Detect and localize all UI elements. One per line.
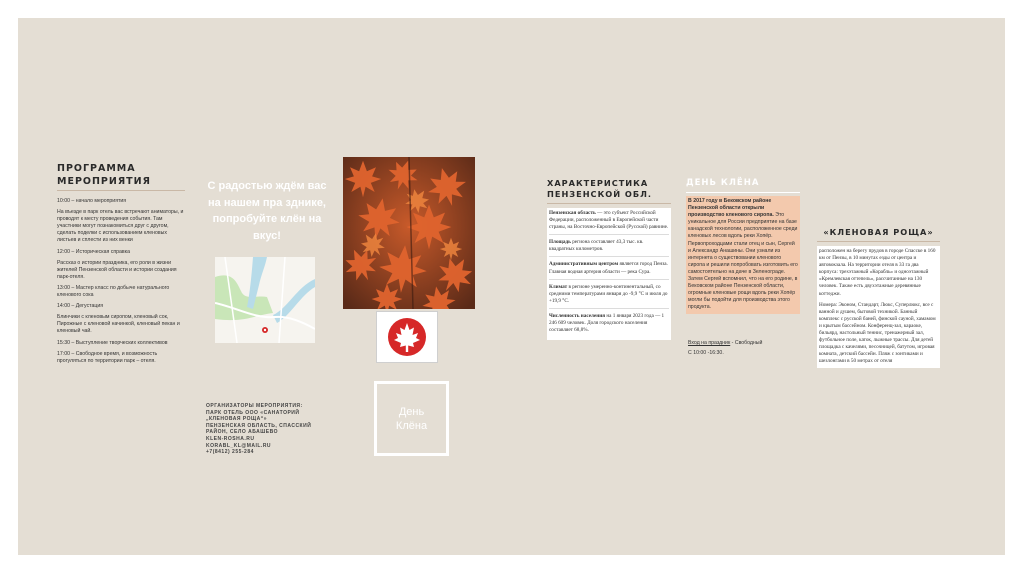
region-paragraph-term: Площадь	[549, 239, 571, 246]
maple-day-divider	[686, 192, 800, 193]
maple-day-title: ДЕНЬ КЛЁНА	[686, 178, 760, 188]
grove-title: «КЛЕНОВАЯ РОЩА»	[823, 227, 934, 237]
region-paragraph	[549, 239, 669, 257]
maple-logo	[376, 311, 438, 363]
program-title: ПРОГРАММА МЕРОПРИЯТИЯ	[57, 163, 151, 187]
region-paragraph-term: Численность населения	[549, 312, 606, 319]
invite-text: С радостью ждём вас на нашем пра здникe, попробуйте клён на вкус!	[207, 180, 327, 242]
organizers-address: ПЕНЗЕНСКАЯ ОБЛАСТЬ, СПАССКИЙ РАЙОН, СЕЛО АБАШЕВО	[206, 422, 312, 436]
region-paragraph	[549, 284, 669, 309]
region-paragraph-term: Пензенская область	[549, 210, 596, 216]
map-pin-icon	[262, 327, 268, 333]
program-item: На въезде в парк отель вас встречают аниматоры, и проводят к месту проведения события. Там участники могут познакомиться друг с другом, сделать поделки с использованием кленовых листьев и сплести из них венки	[57, 209, 184, 244]
region-divider	[547, 203, 671, 204]
program-item: Блинчики с кленовым сиропом, кленовый сок, Пирожные с кленовой начинкой, кленовый пекан и кленовый чай.	[57, 314, 180, 335]
entry-rest: - Свободный	[730, 340, 763, 346]
program-item: 17:00 – Свободное время, и возможность прогуляться по территории парк – отеля.	[57, 350, 158, 364]
maple-day-entry	[688, 340, 802, 357]
grove-divider	[817, 241, 940, 242]
program-item: 12:00 – Историческая справка	[57, 248, 130, 255]
region-paragraph-text: является город Пенза. Главная водная артерия области — река Сура.	[549, 261, 668, 275]
program-item: 10:00 – начало мероприятия	[57, 198, 127, 204]
region-paragraph	[549, 313, 669, 334]
grove-paragraph-1: расположен на берегу прудов в городе Спасске в 160 км от Пензы, в 10 минутах езды от центра и автовокзала. На территории отеля в 33 га два корпуса: трехэтажный «Корабль» и одноэтажный «Кремлевская оттепель», рассчитанные на 130 человек. Также есть двухэтажные деревянные коттеджи.	[819, 248, 936, 297]
organizers-block	[206, 403, 334, 456]
region-section	[547, 178, 671, 204]
badge-text: День Клёна	[395, 405, 428, 432]
program-divider	[57, 190, 185, 191]
region-text-box	[547, 208, 671, 340]
maple-day-badge	[374, 381, 449, 456]
region-separator	[549, 279, 669, 280]
maple-leaves-image	[343, 157, 475, 309]
organizers-website: KLEN-ROSHA.RU	[206, 435, 255, 442]
page-sheet	[18, 18, 1005, 555]
region-paragraph	[549, 210, 669, 235]
program-section	[57, 163, 185, 369]
map-graphic	[215, 257, 315, 343]
program-item: 14:00 – Дегустация	[57, 303, 104, 310]
region-paragraph-term: Климат	[549, 283, 568, 290]
region-paragraph-text: в регионе умеренно-континентальный, со средними температурами января до -9,9 °C и июля до +19,9 °C.	[549, 283, 668, 304]
program-list	[57, 198, 185, 365]
region-separator	[549, 256, 669, 257]
program-item: 13:00 – Мастер класс по добыче натурального кленового сока	[57, 284, 170, 299]
region-paragraph-text: на 1 января 2023 года — 1 246 609 человек. Доля городского населения составляет 68,8%.	[549, 312, 665, 334]
region-separator	[549, 234, 669, 235]
program-item: Рассказ о истории праздника, его роли в жизни жителей Пензенской области и истории создания парк-отеля.	[57, 259, 177, 280]
maple-day-bold-text: В 2017 году в Бековском районе Пензенской области открыли производство кленового сиропа.	[688, 198, 774, 219]
region-paragraph-text: региона составляет 43,3 тыс. кв. квадратных километров.	[549, 239, 644, 253]
grove-paragraph-2: Номера: Эконом, Стандарт, Люкс, Суперлюкс, все с ванной и душем, бытовой техникой. Банный комплекс с русской баней, финской сауной, хамамом и крытым бассейном. Конференц-зал, караоке, бильярд, настольный теннис, тренажерный зал, футбольное поле, каток, лыжные трассы. Для детей площадка с качелями, песочницей, батутом, игровая комната, детский бассейн. Пляж с зонтиками и шезлонгами в 50 метрах от отеля	[819, 301, 936, 365]
region-separator	[549, 308, 669, 309]
maple-day-section	[686, 178, 800, 193]
organizers-email: KORABL_KL@MAIL.RU	[206, 442, 272, 449]
region-title: ХАРАКТЕРИСТИКА ПЕНЗЕНСКОЙ ОБЛ.	[547, 178, 653, 199]
location-map	[215, 257, 315, 343]
maple-leaves-photo	[343, 157, 475, 309]
program-item: 15:30 – Выступление творческих коллективов	[57, 339, 168, 346]
region-paragraph-term: Административным центром	[549, 261, 619, 268]
entry-hours: С 10:00 -16:30.	[688, 350, 724, 357]
maple-day-body-text: Это уникальное для России предприятие на базе канадской технологии, расположенное среди кленовых лесов вдоль реки Хопёр. Первопроходцами стали отец и сын, Сергей и Александр Анашины. Они узнали из интернета о существовании кленового сиропа и решили попробовать изготовить его самостоятельно на даче в Зеленограде. Затем Сергей вспомнил, что на его родине, в Бековском районе Пензенской области, огромные кленовые рощи вдоль реки Хопёр могли бы подойти для производства этого продукта.	[688, 212, 798, 311]
region-paragraph-text: — это субъект Российской Федерации, расположенный в Европейской части страны, на Восточно-Европейской (Русской) равнине.	[549, 210, 669, 231]
maple-day-text-box	[686, 196, 800, 314]
organizers-name: ПАРК ОТЕЛЬ ООО «САНАТОРИЙ „КЛЕНОВАЯ РОЩА“»	[206, 409, 300, 423]
grove-text-box	[817, 246, 940, 368]
organizers-heading: ОРГАНИЗАТОРЫ МЕРОПРИЯТИЯ:	[206, 403, 303, 409]
grove-section	[817, 227, 940, 242]
region-paragraph	[549, 261, 669, 279]
maple-leaf-icon	[377, 312, 437, 362]
entry-link[interactable]: Вход на праздник	[688, 340, 731, 346]
organizers-phone: +7(8412) 255-284	[206, 449, 254, 456]
